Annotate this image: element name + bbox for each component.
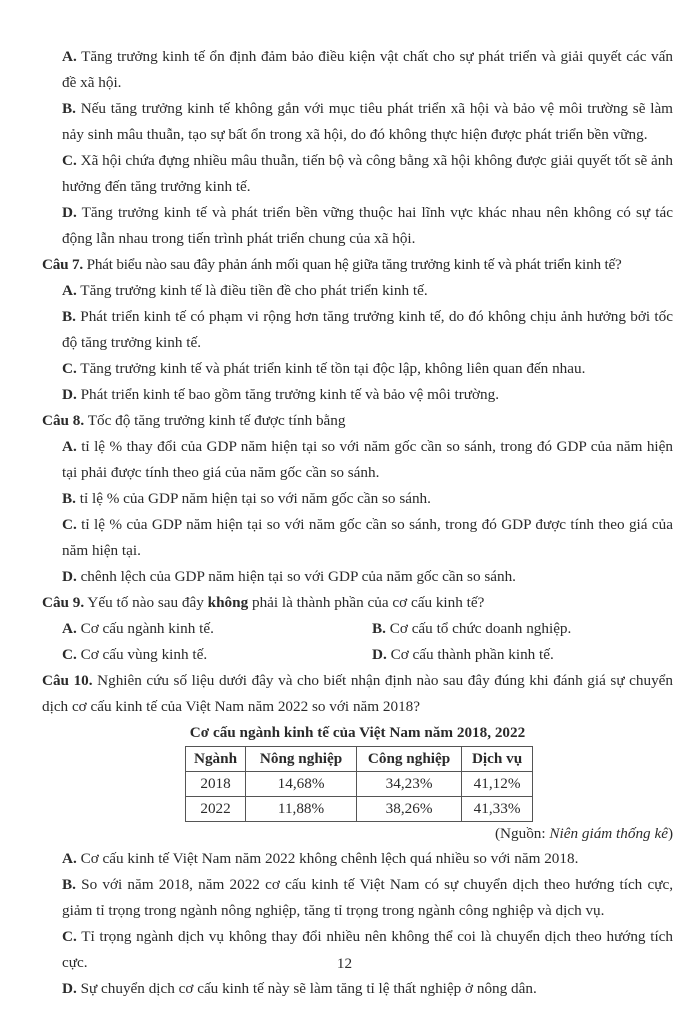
page-number: 12: [336, 955, 353, 972]
q6-option-b: [42, 96, 673, 148]
q6-option-a: [42, 44, 673, 96]
table-cell: 2018: [186, 772, 246, 797]
option-text: Tăng trưởng kinh tế ổn định đảm bảo điều kiện vật chất cho sự phát triển và giải quyết các vấn đề xã hội.: [62, 48, 673, 91]
table-cell: 34,23%: [357, 772, 462, 797]
option-text: Phát triển kinh tế bao gồm tăng trưởng kinh tế và bảo vệ môi trường.: [76, 386, 500, 403]
q8-option-a: [42, 434, 673, 486]
q9-option-c: [62, 642, 372, 668]
option-text: tỉ lệ % của GDP năm hiện tại so với năm gốc cần so sánh.: [75, 490, 431, 507]
option-letter: C.: [62, 152, 77, 169]
q9-options-row-1: [42, 616, 673, 642]
q8-option-b: [42, 486, 673, 512]
table-row: [186, 797, 533, 822]
option-letter: B.: [62, 490, 76, 507]
option-letter: B.: [62, 876, 76, 893]
table-cell: 14,68%: [246, 772, 357, 797]
option-letter: B.: [62, 308, 76, 325]
option-text: tỉ lệ % thay đổi của GDP năm hiện tại so với năm gốc cần so sánh, trong đó GDP của năm hiện tại phải được tính theo giá của năm gốc cần so sánh.: [62, 438, 673, 481]
question-10: [42, 668, 673, 720]
option-text: So với năm 2018, năm 2022 cơ cấu kinh tế Việt Nam có sự chuyển dịch theo hướng tích cực, giảm tỉ trọng trong ngành nông nghiệp, tăng tỉ trọng trong ngành công nghiệp và dịch vụ.: [62, 876, 673, 919]
question-label: Câu 7.: [42, 256, 83, 273]
question-text: Phát biểu nào sau đây phản ánh mối quan hệ giữa tăng trưởng kinh tế và phát triển kinh tế?: [83, 256, 622, 273]
table-title: Cơ cấu ngành kinh tế của Việt Nam năm 2018, 2022: [189, 724, 526, 741]
option-letter: A.: [62, 438, 77, 455]
option-text: Nếu tăng trưởng kinh tế không gắn với mục tiêu phát triển xã hội và bảo vệ môi trường sẽ làm nảy sinh mâu thuẫn, tạo sự bất ổn trong xã hội, do đó không thực hiện được phát triển bền vững.: [62, 100, 673, 143]
source-name: Niên giám thống kê: [549, 825, 668, 842]
option-letter: A.: [62, 850, 77, 867]
q10-option-b: [42, 872, 673, 924]
option-letter: B.: [372, 620, 386, 637]
q10-option-a: [42, 846, 673, 872]
q7-option-d: [42, 382, 673, 408]
option-text: Cơ cấu tổ chức doanh nghiệp.: [385, 620, 572, 637]
q10-option-d: [42, 976, 673, 1002]
q6-option-d: [42, 200, 673, 252]
table-cell: 38,26%: [357, 797, 462, 822]
question-text: phải là thành phần của cơ cấu kinh tế?: [248, 594, 485, 611]
q7-option-b: [42, 304, 673, 356]
option-text: Tăng trưởng kinh tế là điều tiền đề cho phát triển kinh tế.: [76, 282, 428, 299]
q8-option-c: [42, 512, 673, 564]
question-text: Yếu tố nào sau đây: [84, 594, 208, 611]
option-text: Cơ cấu vùng kinh tế.: [76, 646, 208, 663]
option-letter: A.: [62, 48, 77, 65]
option-letter: D.: [62, 980, 77, 997]
question-text: Nghiên cứu số liệu dưới đây và cho biết nhận định nào sau đây đúng khi đánh giá sự chuyển dịch cơ cấu kinh tế của Việt Nam năm 2022 so với năm 2018?: [42, 672, 673, 715]
question-8: [42, 408, 673, 434]
option-letter: C.: [62, 928, 77, 945]
q6-option-c: [42, 148, 673, 200]
question-label: Câu 10.: [42, 672, 93, 689]
question-label: Câu 8.: [42, 412, 85, 429]
option-text: tỉ lệ % của GDP năm hiện tại so với năm gốc cần so sánh, trong đó GDP được tính theo giá của năm hiện tại.: [62, 516, 673, 559]
option-text: Cơ cấu thành phần kinh tế.: [386, 646, 554, 663]
option-text: Sự chuyển dịch cơ cấu kinh tế này sẽ làm tăng tỉ lệ thất nghiệp ở nông dân.: [76, 980, 537, 997]
option-letter: D.: [62, 568, 77, 585]
table-cell: 11,88%: [246, 797, 357, 822]
table-cell: 41,12%: [462, 772, 533, 797]
option-text: Tỉ trọng ngành dịch vụ không thay đổi nhiều nên không thể coi là chuyển dịch theo hướng tích cực.: [62, 928, 673, 971]
question-label: Câu 9.: [42, 594, 85, 611]
q7-option-a: [42, 278, 673, 304]
option-letter: B.: [62, 100, 76, 117]
option-text: Cơ cấu kinh tế Việt Nam năm 2022 không chênh lệch quá nhiều so với năm 2018.: [76, 850, 579, 867]
option-text: Tăng trưởng kinh tế và phát triển bền vững thuộc hai lĩnh vực khác nhau nên không có sự tác động lẫn nhau trong tiến trình phát triển chung của xã hội.: [62, 204, 673, 247]
option-letter: D.: [62, 386, 77, 403]
table-cell: 2022: [186, 797, 246, 822]
table-header-row: [186, 747, 533, 772]
table-header: Nông nghiệp: [246, 747, 357, 772]
q8-option-d: [42, 564, 673, 590]
option-text: chênh lệch của GDP năm hiện tại so với GDP của năm gốc cần so sánh.: [76, 568, 516, 585]
q7-option-c: [42, 356, 673, 382]
question-emphasis: không: [207, 594, 249, 611]
q9-options-row-2: [42, 642, 673, 668]
data-table: [185, 746, 533, 822]
option-letter: C.: [62, 646, 77, 663]
option-text: Phát triển kinh tế có phạm vi rộng hơn tăng trưởng kinh tế, do đó không chịu ảnh hưởng bởi tốc độ tăng trưởng kinh tế.: [62, 308, 673, 351]
option-letter: C.: [62, 360, 77, 377]
table-row: [186, 772, 533, 797]
table-header: Ngành: [186, 747, 246, 772]
question-7: [42, 252, 673, 278]
q9-option-b: [372, 616, 571, 642]
q9-option-a: [62, 616, 372, 642]
table-header: Dịch vụ: [462, 747, 533, 772]
question-text: Tốc độ tăng trưởng kinh tế được tính bằng: [84, 412, 346, 429]
table-header: Công nghiệp: [357, 747, 462, 772]
option-text: Tăng trưởng kinh tế và phát triển kinh tế tồn tại độc lập, không liên quan đến nhau.: [76, 360, 586, 377]
option-letter: D.: [62, 204, 77, 221]
option-text: Xã hội chứa đựng nhiều mâu thuẫn, tiến bộ và công bằng xã hội không được giải quyết tốt sẽ ảnh hưởng đến tăng trưởng kinh tế.: [62, 152, 673, 195]
option-letter: A.: [62, 282, 77, 299]
page-content: [42, 44, 673, 1002]
q9-option-d: [372, 642, 554, 668]
option-letter: C.: [62, 516, 77, 533]
source-prefix: (Nguồn:: [494, 825, 550, 842]
option-text: Cơ cấu ngành kinh tế.: [76, 620, 214, 637]
option-letter: D.: [372, 646, 387, 663]
table-cell: 41,33%: [462, 797, 533, 822]
source-suffix: ): [667, 825, 673, 842]
option-letter: A.: [62, 620, 77, 637]
question-9: [42, 590, 673, 616]
table-source: [42, 822, 673, 846]
